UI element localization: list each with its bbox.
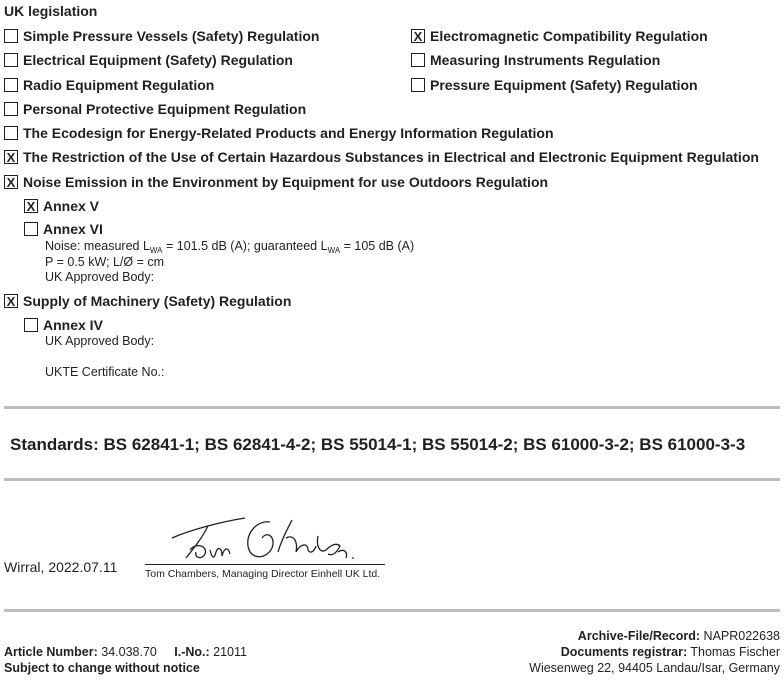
noise-prefix: Noise: measured L [45,239,150,253]
subject-to-change [4,661,200,675]
article-number-label: Article Number: [4,645,98,659]
regulation-electromagnetic-compatibility[interactable] [411,28,708,44]
article-number-value: 34.038.70 [101,645,157,659]
archive-value: NAPR022638 [703,629,780,643]
checkbox[interactable] [4,53,18,67]
regulation-ecodesign[interactable] [4,125,554,141]
place-date: Wirral, 2022.07.11 [4,559,118,575]
regulation-label: Electromagnetic Compatibility Regulation [430,28,708,44]
regulation-electrical-equipment[interactable] [4,52,293,68]
divider [4,478,780,481]
article-info [4,645,247,659]
regulation-label: Electrical Equipment (Safety) Regulation [23,52,293,68]
measured-value: = 101.5 dB (A); guaranteed L [162,239,328,253]
address: Wiesenweg 22, 94405 Landau/Isar, Germany [529,661,780,675]
guaranteed-value: = 105 dB (A) [340,239,415,253]
divider [4,609,780,612]
regulation-simple-pressure-vessels[interactable] [4,28,319,44]
divider [4,406,780,409]
regulation-measuring-instruments[interactable] [411,52,660,68]
checkbox[interactable]: X [4,294,18,308]
subscript-wa: WA [327,246,341,255]
signatory: Tom Chambers, Managing Director Einhell UK Ltd. [145,568,381,580]
archive-label: Archive-File/Record: [577,629,701,643]
annex-iv[interactable] [24,317,103,333]
checkbox[interactable]: X [4,175,18,189]
regulation-pressure-equipment[interactable] [411,77,698,93]
checkbox[interactable] [4,126,18,140]
regulation-radio-equipment[interactable] [4,77,214,93]
regulation-label: Pressure Equipment (Safety) Regulation [430,77,698,93]
ino-label: I.-No.: [174,645,210,659]
regulation-label: Supply of Machinery (Safety) Regulation [23,293,292,309]
regulation-label: Measuring Instruments Regulation [430,52,661,68]
regulation-label: Simple Pressure Vessels (Safety) Regulation [23,28,320,44]
checkbox[interactable]: X [24,199,38,213]
annex-v[interactable] [24,198,99,214]
regulation-label: Noise Emission in the Environment by Equipment for use Outdoors Regulation [23,174,549,190]
regulation-label: Radio Equipment Regulation [23,77,215,93]
checkbox[interactable] [24,318,38,332]
checkbox[interactable] [24,222,38,236]
checkbox[interactable] [4,29,18,43]
annex-vi[interactable] [24,221,103,237]
standards: Standards: BS 62841-1; BS 62841-4-2; BS 55014-1; BS 55014-2; BS 61000-3-2; BS 61000-3-3 [10,435,746,454]
checkbox[interactable] [411,53,425,67]
power-line: P = 0.5 kW; L/Ø = cm [45,255,165,269]
annex-label: Annex IV [43,317,103,333]
checkbox[interactable]: X [4,150,18,164]
section-title: UK legislation [4,3,98,19]
checkbox[interactable] [4,102,18,116]
regulation-rohs[interactable] [4,149,759,165]
regulation-label: Personal Protective Equipment Regulation [23,101,307,117]
checkbox[interactable]: X [411,29,425,43]
subject-text: Subject to change without notice [4,661,200,675]
archive-record [578,629,780,643]
signature-line [145,564,385,565]
regulation-personal-protective-equipment[interactable] [4,101,306,117]
machinery-approved-body: UK Approved Body: [45,334,155,348]
noise-approved-body: UK Approved Body: [45,270,155,284]
subscript-wa: WA [149,246,163,255]
ino-value: 21011 [213,645,247,659]
annex-label: Annex V [43,198,100,214]
checkbox[interactable] [411,78,425,92]
ukte-certificate: UKTE Certificate No.: [45,365,165,379]
checkbox[interactable] [4,78,18,92]
regulation-label: The Ecodesign for Energy-Related Products and Energy Information Regulation [23,125,554,141]
regulation-supply-of-machinery[interactable] [4,293,291,309]
registrar-label: Documents registrar: [560,645,688,659]
annex-label: Annex VI [43,221,103,237]
signature-image [150,508,370,566]
registrar-value: Thomas Fischer [690,645,780,659]
regulation-label: The Restriction of the Use of Certain Hazardous Substances in Electrical and Electronic Equipment Regulation [23,149,759,165]
regulation-noise-emission[interactable] [4,174,548,190]
documents-registrar [561,645,780,659]
